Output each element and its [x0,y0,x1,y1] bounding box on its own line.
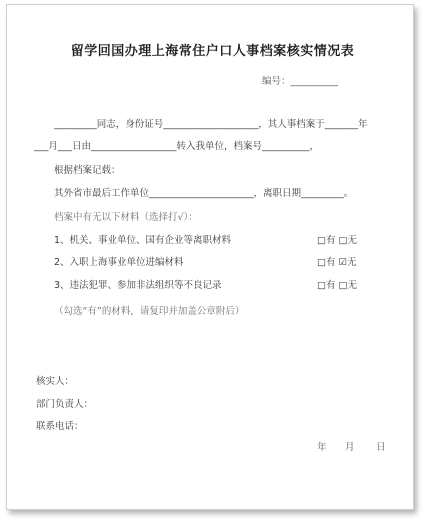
dept-head-label: 部门负责人： [36,399,94,410]
item-1-label: 1、机关、事业单位、国有企业等离职材料 [54,235,232,246]
record-intro: 根据档案记载： [54,165,121,176]
item-3-options: □有 □无 [317,280,357,291]
verifier-label: 核实人： [36,376,75,387]
materials-intro: 档案中有无以下材料（选择打√）： [54,212,198,223]
identity-line: _________同志，身份证号____________________，其人事档案于_______年 [54,119,368,130]
date-year: 年 [317,442,327,453]
item-1-options: □有 □无 [317,235,357,246]
employer-line: 其外省市最后工作单位______________________，离职日期_________。 [54,188,354,199]
item-2-options: □有 ☑无 [317,257,357,268]
date-month: 月 [345,442,355,453]
item-3-label: 3、违法犯罪、参加非法组织等不良记录 [54,280,222,291]
date-day: 日 [376,442,386,453]
item-2-label: 2、入职上海事业单位进编材料 [54,257,184,268]
attachment-note: （勾选“有”的材料，请复印并加盖公章附后） [54,306,245,317]
phone-label: 联系电话： [36,421,84,432]
transfer-line: ___月___日由__________________转入我单位，档案号__________， [34,141,320,152]
document-title: 留学回国办理上海常住户口人事档案核实情况表 [70,44,355,59]
serial-number-line: 编号：__________ [262,76,339,87]
